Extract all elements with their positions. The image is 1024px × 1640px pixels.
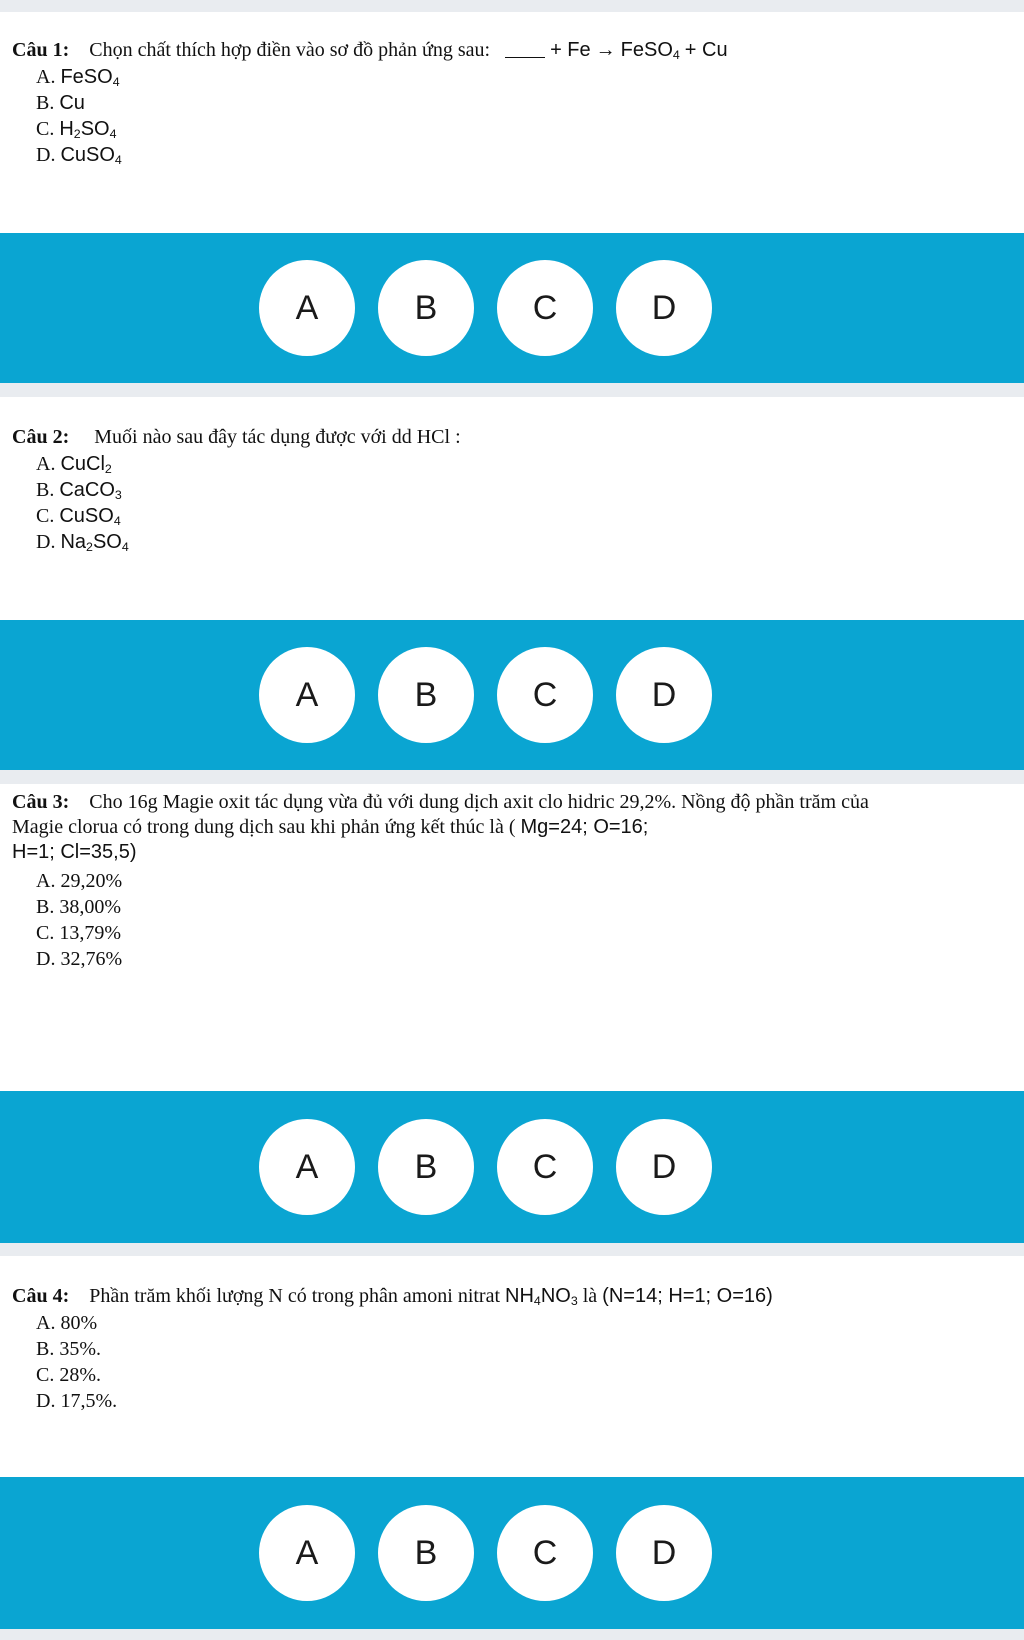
- question-text-2: Câu 2: Muối nào sau đây tác dụng được với dd HCl :: [12, 426, 461, 448]
- answer-button-c[interactable]: C: [497, 1119, 593, 1215]
- answer-button-a[interactable]: A: [259, 260, 355, 356]
- question-text-1: Câu 1: Chọn chất thích hợp điền vào sơ đồ phản ứng sau: + Fe → FeSO$_4$ + Cu: [12, 39, 728, 63]
- option-d: D. 17,5%.: [36, 1390, 118, 1412]
- answer-bar-2: [0, 620, 1024, 770]
- answer-button-b[interactable]: B: [378, 1119, 474, 1215]
- options-list-1: [36, 64, 122, 168]
- option-d: D. 32,76%: [36, 948, 123, 970]
- answer-button-d[interactable]: D: [616, 647, 712, 743]
- answer-button-d[interactable]: D: [616, 1505, 712, 1601]
- separator: [0, 1243, 1024, 1256]
- option-a: A. CuCl$_2$: [36, 453, 112, 477]
- separator: [0, 383, 1024, 397]
- option-d: D. CuSO$_4$: [36, 144, 122, 168]
- answer-button-b[interactable]: B: [378, 1505, 474, 1601]
- answer-button-b[interactable]: B: [378, 647, 474, 743]
- answer-button-c[interactable]: C: [497, 260, 593, 356]
- question-card-2: [0, 397, 1024, 620]
- option-b: B. 35%.: [36, 1338, 102, 1360]
- answer-button-a[interactable]: A: [259, 1505, 355, 1601]
- option-b: B. Cu: [36, 92, 85, 114]
- question-text-4: Câu 4: Phần trăm khối lượng N có trong phân amoni nitrat $NH_4NO_3$ là (N=14; H=1; O=16): [12, 1285, 773, 1309]
- answer-buttons: [259, 1505, 712, 1601]
- question-card-3: [0, 784, 1024, 1091]
- option-b: B. 38,00%: [36, 896, 122, 918]
- answer-bar-3: [0, 1091, 1024, 1243]
- separator: [0, 770, 1024, 784]
- option-c: C. $H_2SO_4$: [36, 118, 117, 142]
- answer-button-b[interactable]: B: [378, 260, 474, 356]
- question-label: Câu 1:: [12, 39, 70, 61]
- answer-button-d[interactable]: D: [616, 1119, 712, 1215]
- question-card-4: [0, 1256, 1024, 1477]
- options-list-2: [36, 451, 129, 555]
- answer-buttons: [259, 1119, 712, 1215]
- options-list-4: [36, 1310, 117, 1414]
- option-c: C. 28%.: [36, 1364, 102, 1386]
- answer-button-a[interactable]: A: [259, 1119, 355, 1215]
- option-a: A. 80%: [36, 1312, 98, 1334]
- option-a: A. FeSO$_4$: [36, 66, 120, 90]
- question-card-1: [0, 12, 1024, 222]
- options-list-3: [36, 868, 122, 972]
- answer-button-a[interactable]: A: [259, 647, 355, 743]
- option-c: C. 13,79%: [36, 922, 122, 944]
- option-b: B. CaCO$_3$: [36, 479, 122, 503]
- separator: [0, 0, 1024, 12]
- answer-bar-4: [0, 1477, 1024, 1629]
- question-text-3: Câu 3: Cho 16g Magie oxit tác dụng vừa đủ với dung dịch axit clo hidric 29,2%. Nồng độ phần trăm của Magie clorua có trong dung dịch sau khi phản ứng kết thúc là ( Mg=24; O=16; H=1; Cl=35,5): [12, 791, 869, 863]
- separator: [0, 1629, 1024, 1640]
- question-label: Câu 2:: [12, 426, 70, 448]
- question-label: Câu 3:: [12, 791, 70, 813]
- answer-bar-1: [0, 233, 1024, 383]
- option-c: C. CuSO$_4$: [36, 505, 121, 529]
- option-d: D. $Na_2SO_4$: [36, 531, 129, 555]
- blank-field: [505, 39, 545, 58]
- answer-button-c[interactable]: C: [497, 1505, 593, 1601]
- answer-button-d[interactable]: D: [616, 260, 712, 356]
- answer-buttons: [259, 647, 712, 743]
- option-a: A. 29,20%: [36, 870, 123, 892]
- question-label: Câu 4:: [12, 1285, 70, 1307]
- answer-button-c[interactable]: C: [497, 647, 593, 743]
- answer-buttons: [259, 260, 712, 356]
